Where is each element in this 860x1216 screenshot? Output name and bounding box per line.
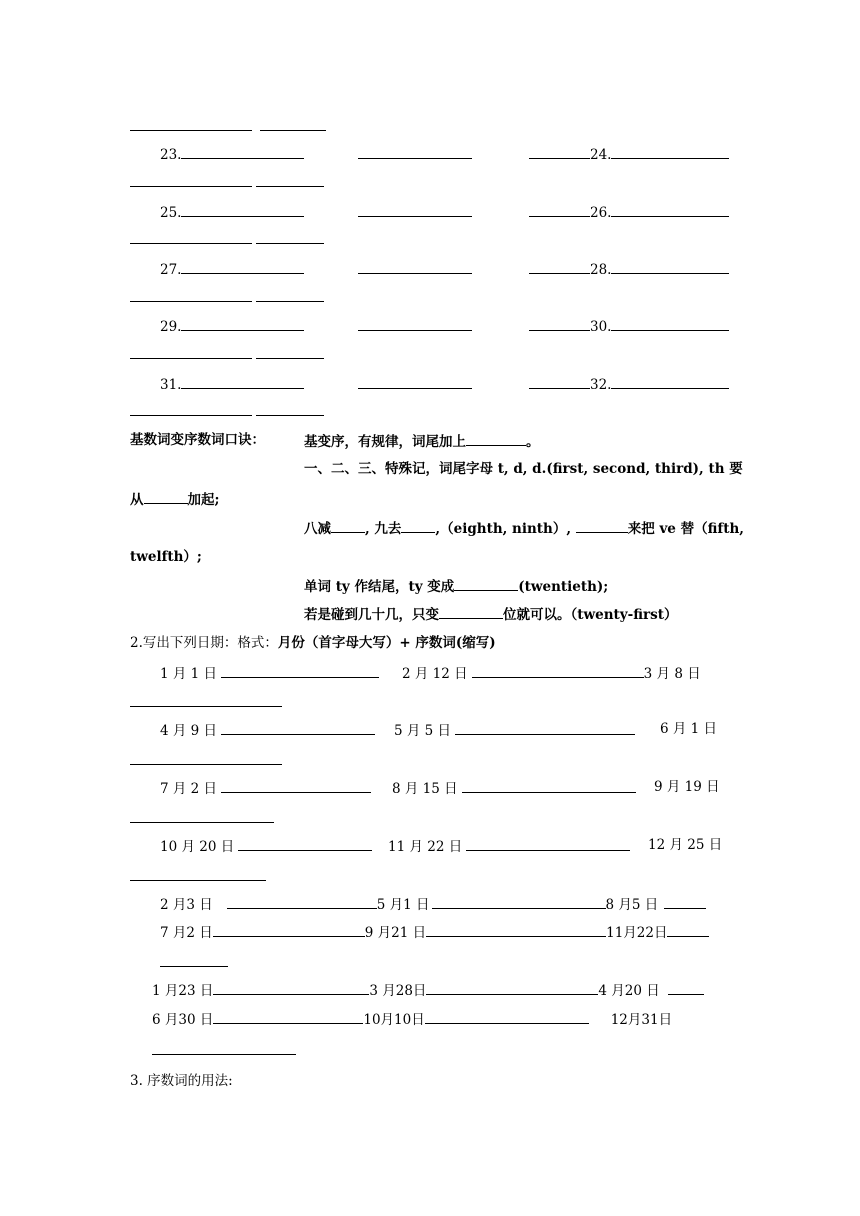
section2-heading: [130, 634, 496, 652]
answer-blank[interactable]: [160, 952, 228, 967]
item-number: 31.: [160, 377, 182, 393]
answer-blank[interactable]: [611, 144, 729, 159]
answer-blank[interactable]: [130, 229, 252, 244]
answer-blank[interactable]: [256, 401, 324, 416]
continuation-line: [130, 808, 274, 828]
date-label: 6 月30 日: [152, 1012, 214, 1028]
exercise-row: [358, 202, 472, 222]
date-row: [394, 720, 635, 740]
answer-blank[interactable]: [462, 778, 636, 793]
exercise-row: [358, 144, 472, 164]
mnemonic-line: [130, 489, 219, 509]
answer-blank[interactable]: [466, 836, 630, 851]
item-number: 26.: [590, 205, 612, 221]
answer-blank[interactable]: [181, 316, 304, 331]
mnemonic-text: (twentieth);: [518, 579, 609, 595]
date-label: 3 月28日: [369, 983, 427, 999]
answer-blank[interactable]: [181, 259, 304, 274]
date-label: 2 月 12 日: [402, 666, 468, 682]
answer-blank[interactable]: [256, 344, 324, 359]
exercise-row: [529, 202, 729, 222]
section2-intro: 2.写出下列日期：格式：: [130, 635, 278, 651]
answer-blank[interactable]: [130, 344, 252, 359]
answer-blank[interactable]: [238, 836, 372, 851]
date-label: 4 月 9 日: [160, 723, 218, 739]
mnemonic-line: [304, 431, 540, 451]
continuation-line: [130, 866, 266, 886]
continuation-line: [130, 692, 282, 712]
date-label: 4 月20 日: [598, 983, 660, 999]
date-label: 7 月 2 日: [160, 781, 218, 797]
answer-blank[interactable]: [466, 431, 526, 446]
answer-blank[interactable]: [221, 778, 371, 793]
answer-blank[interactable]: [529, 202, 590, 217]
answer-blank[interactable]: [181, 144, 304, 159]
mnemonic-line: 一、二、三、特殊记，词尾字母 t, d, d.(first, second, third), th 要: [304, 461, 743, 477]
continuation-line: [130, 287, 324, 307]
answer-blank[interactable]: [130, 116, 252, 131]
answer-blank[interactable]: [213, 980, 369, 995]
mnemonic-text: ,（eighth, ninth）,: [435, 521, 572, 537]
continuation-line: [130, 750, 282, 770]
date-label: 8 月 15 日: [392, 781, 458, 797]
exercise-row: [529, 374, 729, 394]
answer-blank[interactable]: [358, 374, 472, 389]
answer-blank[interactable]: [358, 202, 472, 217]
answer-blank[interactable]: [529, 316, 590, 331]
date-row: [388, 836, 630, 856]
answer-blank[interactable]: [181, 202, 304, 217]
date-label: 8 月5 日: [605, 897, 659, 913]
date-row: [152, 980, 704, 1000]
answer-blank[interactable]: [256, 229, 324, 244]
answer-blank[interactable]: [611, 374, 729, 389]
answer-blank[interactable]: [130, 750, 282, 765]
section3-heading: 3. 序数词的用法:: [130, 1073, 233, 1089]
date-row: [152, 1009, 672, 1029]
mnemonic-line: [304, 576, 608, 596]
answer-blank[interactable]: [130, 866, 266, 881]
answer-blank[interactable]: [130, 172, 252, 187]
answer-blank[interactable]: [181, 374, 304, 389]
answer-blank[interactable]: [358, 316, 472, 331]
continuation-line: [152, 1040, 296, 1060]
date-label: 3 月 8 日: [643, 666, 701, 682]
continuation-line: [130, 116, 326, 136]
mnemonic-line: [304, 518, 744, 538]
mnemonic-line: twelfth）;: [130, 549, 202, 565]
exercise-row: [529, 259, 729, 279]
answer-blank[interactable]: [668, 980, 704, 995]
answer-blank[interactable]: [611, 316, 729, 331]
date-label: 9 月 19 日: [654, 779, 720, 795]
answer-blank[interactable]: [426, 922, 606, 937]
mnemonic-heading: 基数词变序数词口诀：: [130, 432, 265, 448]
answer-blank[interactable]: [664, 894, 706, 909]
answer-blank[interactable]: [432, 894, 606, 909]
exercise-row: [529, 144, 729, 164]
answer-blank[interactable]: [529, 374, 590, 389]
date-label: 1 月 1 日: [160, 666, 218, 682]
date-label: 7 月2 日: [160, 925, 213, 941]
date-row: [160, 922, 709, 942]
answer-blank[interactable]: [611, 259, 729, 274]
item-number: 28.: [590, 262, 612, 278]
answer-blank[interactable]: [576, 518, 628, 533]
answer-blank[interactable]: [454, 576, 518, 591]
answer-blank[interactable]: [529, 259, 590, 274]
answer-blank[interactable]: [130, 401, 252, 416]
exercise-row: [160, 144, 304, 164]
item-number: 29.: [160, 319, 182, 335]
date-label: 5 月1 日: [376, 897, 430, 913]
date-label: 10月10日: [363, 1012, 425, 1028]
exercise-row: [160, 259, 304, 279]
date-row: [160, 720, 375, 740]
date-row: [160, 894, 706, 914]
answer-blank[interactable]: [358, 259, 472, 274]
date-row: [160, 778, 371, 798]
answer-blank[interactable]: [455, 720, 635, 735]
date-label: 5 月 5 日: [394, 723, 452, 739]
mnemonic-text: 从: [130, 492, 144, 508]
answer-blank[interactable]: [331, 518, 365, 533]
mnemonic-text: 八减: [304, 521, 331, 537]
answer-blank[interactable]: [213, 922, 365, 937]
date-label: 9 月21 日: [364, 925, 427, 941]
answer-blank[interactable]: [256, 172, 324, 187]
continuation-line: [130, 229, 324, 249]
exercise-row: [160, 316, 304, 336]
continuation-line: [130, 344, 324, 364]
answer-blank[interactable]: [130, 287, 252, 302]
date-label: 11月22日: [606, 925, 668, 941]
continuation-line: [160, 952, 228, 972]
item-number: 23.: [160, 147, 182, 163]
date-row: [160, 836, 372, 856]
mnemonic-text: 来把 ve 替（fifth,: [627, 521, 744, 537]
exercise-row: [529, 316, 729, 336]
answer-blank[interactable]: [529, 144, 590, 159]
item-number: 32.: [590, 377, 612, 393]
answer-blank[interactable]: [260, 116, 326, 131]
continuation-line: [130, 172, 324, 192]
answer-blank[interactable]: [213, 1009, 363, 1024]
exercise-row: [358, 259, 472, 279]
mnemonic-text: 单词 ty 作结尾，ty 变成: [304, 579, 455, 595]
mnemonic-text: 基变序，有规律，词尾加上: [304, 434, 466, 450]
mnemonic-text: 位就可以。（twenty-first）: [503, 607, 678, 623]
answer-blank[interactable]: [256, 287, 324, 302]
date-row: [392, 778, 636, 798]
date-label: 11 月 22 日: [388, 839, 463, 855]
answer-blank[interactable]: [152, 1040, 296, 1055]
answer-blank[interactable]: [221, 663, 379, 678]
exercise-row: [358, 316, 472, 336]
date-label: 6 月 1 日: [660, 721, 718, 737]
mnemonic-text: 若是碰到几十几，只变: [304, 607, 439, 623]
date-row: [160, 663, 379, 683]
date-label: 2 月3 日: [160, 897, 213, 913]
mnemonic-text: , 九去: [365, 521, 402, 537]
date-label: 10 月 20 日: [160, 839, 235, 855]
item-number: 24.: [590, 147, 612, 163]
answer-blank[interactable]: [425, 1009, 589, 1024]
section2-rule: 月份（首字母大写）+ 序数词(缩写): [277, 635, 496, 651]
item-number: 30.: [590, 319, 612, 335]
answer-blank[interactable]: [130, 808, 274, 823]
answer-blank[interactable]: [439, 604, 503, 619]
answer-blank[interactable]: [611, 202, 729, 217]
exercise-row: [358, 374, 472, 394]
answer-blank[interactable]: [227, 894, 377, 909]
continuation-line: [130, 401, 324, 421]
date-label: 12月31日: [610, 1012, 673, 1028]
mnemonic-line: [304, 604, 677, 624]
answer-blank[interactable]: [426, 980, 598, 995]
item-number: 27.: [160, 262, 182, 278]
exercise-row: [160, 202, 304, 222]
answer-blank[interactable]: [401, 518, 435, 533]
date-row: [402, 663, 701, 683]
date-label: 12 月 25 日: [648, 837, 723, 853]
exercise-row: [160, 374, 304, 394]
date-label: 1 月23 日: [152, 983, 214, 999]
item-number: 25.: [160, 205, 182, 221]
answer-blank[interactable]: [221, 720, 375, 735]
answer-blank[interactable]: [144, 489, 188, 504]
answer-blank[interactable]: [472, 663, 644, 678]
answer-blank[interactable]: [667, 922, 709, 937]
answer-blank[interactable]: [358, 144, 472, 159]
answer-blank[interactable]: [130, 692, 282, 707]
mnemonic-text: 加起;: [187, 492, 220, 508]
mnemonic-text: 。: [526, 434, 540, 450]
